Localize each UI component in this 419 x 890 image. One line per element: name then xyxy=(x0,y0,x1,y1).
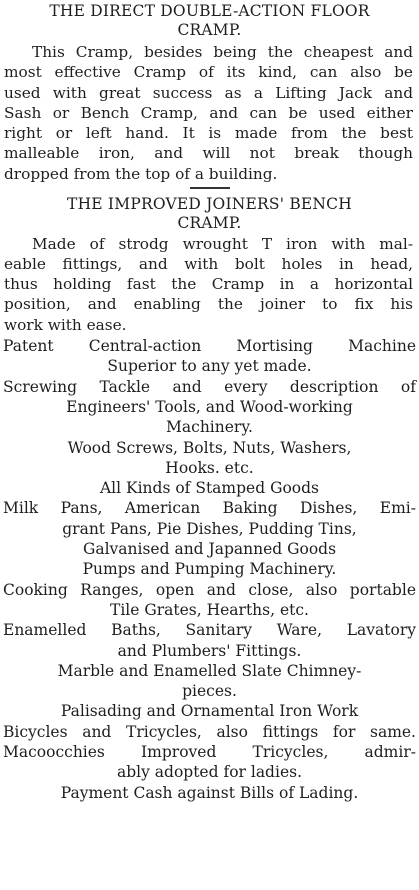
list-item-line: Bicycles and Tricycles, also fittings for same. xyxy=(3,722,416,741)
section2-body-line: Made of strodg wrought T iron with mal- xyxy=(32,234,413,253)
list-item xyxy=(0,722,419,742)
section1-body-line: right or left hand. It is made from the best xyxy=(4,124,413,143)
list-item-line: Galvanised and Japanned Goods xyxy=(82,540,337,559)
section1-body-line: dropped from the top of a building. xyxy=(4,164,278,183)
section1-title-line2: CRAMP. xyxy=(177,21,242,39)
section-divider xyxy=(190,187,230,189)
list-item xyxy=(0,620,419,661)
list-item xyxy=(0,742,419,783)
list-item xyxy=(0,559,419,579)
section2-body-line: eable fittings, and with bolt holes in head, xyxy=(4,254,413,273)
list-item xyxy=(0,701,419,721)
section1-body-line: most effective Cramp of its kind, can also be xyxy=(4,63,413,82)
list-item-line: Cooking Ranges, open and close, also portable xyxy=(3,580,416,599)
section1-body-line: used with great success as a Lifting Jack and xyxy=(4,83,413,102)
list-item xyxy=(0,478,419,498)
list-item-line: pieces. xyxy=(182,682,237,701)
section2-body-line: position, and enabling the joiner to fix his xyxy=(4,295,413,314)
list-item-line: Payment Cash against Bills of Lading. xyxy=(60,783,359,802)
list-item xyxy=(0,377,419,438)
section1-body-line: Sash or Bench Cramp, and can be used either xyxy=(4,103,413,122)
list-item-line: Superior to any yet made. xyxy=(107,357,312,376)
list-item xyxy=(0,498,419,559)
list-item xyxy=(0,438,419,479)
list-item-line: Marble and Enamelled Slate Chimney- xyxy=(57,661,362,680)
list-item-line: ably adopted for ladies. xyxy=(116,763,302,782)
section1-body-line: malleable iron, and will not break though xyxy=(4,144,413,163)
list-item-line: Machinery. xyxy=(166,418,253,437)
list-item-line: Engineers' Tools, and Wood-working xyxy=(66,397,353,416)
section1-body-line: This Cramp, besides being the cheapest and xyxy=(32,43,413,61)
list-item-line: Enamelled Baths, Sanitary Ware, Lavatory xyxy=(3,621,416,640)
list-item-line: Hooks. etc. xyxy=(165,458,254,477)
list-item-line: Screwing Tackle and every description of xyxy=(3,377,416,396)
list-item-line: Macoocchies Improved Tricycles, admir- xyxy=(3,743,416,761)
section2-body-line: work with ease. xyxy=(4,315,127,334)
list-item-line: and Plumbers' Fittings. xyxy=(117,641,302,660)
list-item xyxy=(0,336,419,377)
section2-body-line: thus holding fast the Cramp in a horizontal xyxy=(4,275,413,294)
list-item xyxy=(0,580,419,621)
section1-title-line1: THE DIRECT DOUBLE-ACTION FLOOR xyxy=(49,2,370,20)
list-item xyxy=(0,661,419,702)
section2-body xyxy=(0,234,419,335)
list-item-line: Milk Pans, American Baking Dishes, Emi- xyxy=(3,499,416,518)
section2-title-line2: CRAMP. xyxy=(177,213,242,232)
list-item-line: Wood Screws, Bolts, Nuts, Washers, xyxy=(67,438,352,457)
list-item-line: Pumps and Pumping Machinery. xyxy=(82,560,337,579)
list-item-line: Palisading and Ornamental Iron Work xyxy=(60,702,359,721)
list-item-line: Tile Grates, Hearths, etc. xyxy=(110,600,309,619)
section2-title-line1: THE IMPROVED JOINERS' BENCH xyxy=(67,194,352,213)
list-item-line: All Kinds of Stamped Goods xyxy=(99,479,319,498)
section1-body xyxy=(0,42,419,184)
list-item-line: Patent Central-action Mortising Machine xyxy=(3,337,416,356)
list-item xyxy=(0,783,419,803)
list-item-line: grant Pans, Pie Dishes, Pudding Tins, xyxy=(62,519,357,538)
product-list xyxy=(0,336,419,803)
